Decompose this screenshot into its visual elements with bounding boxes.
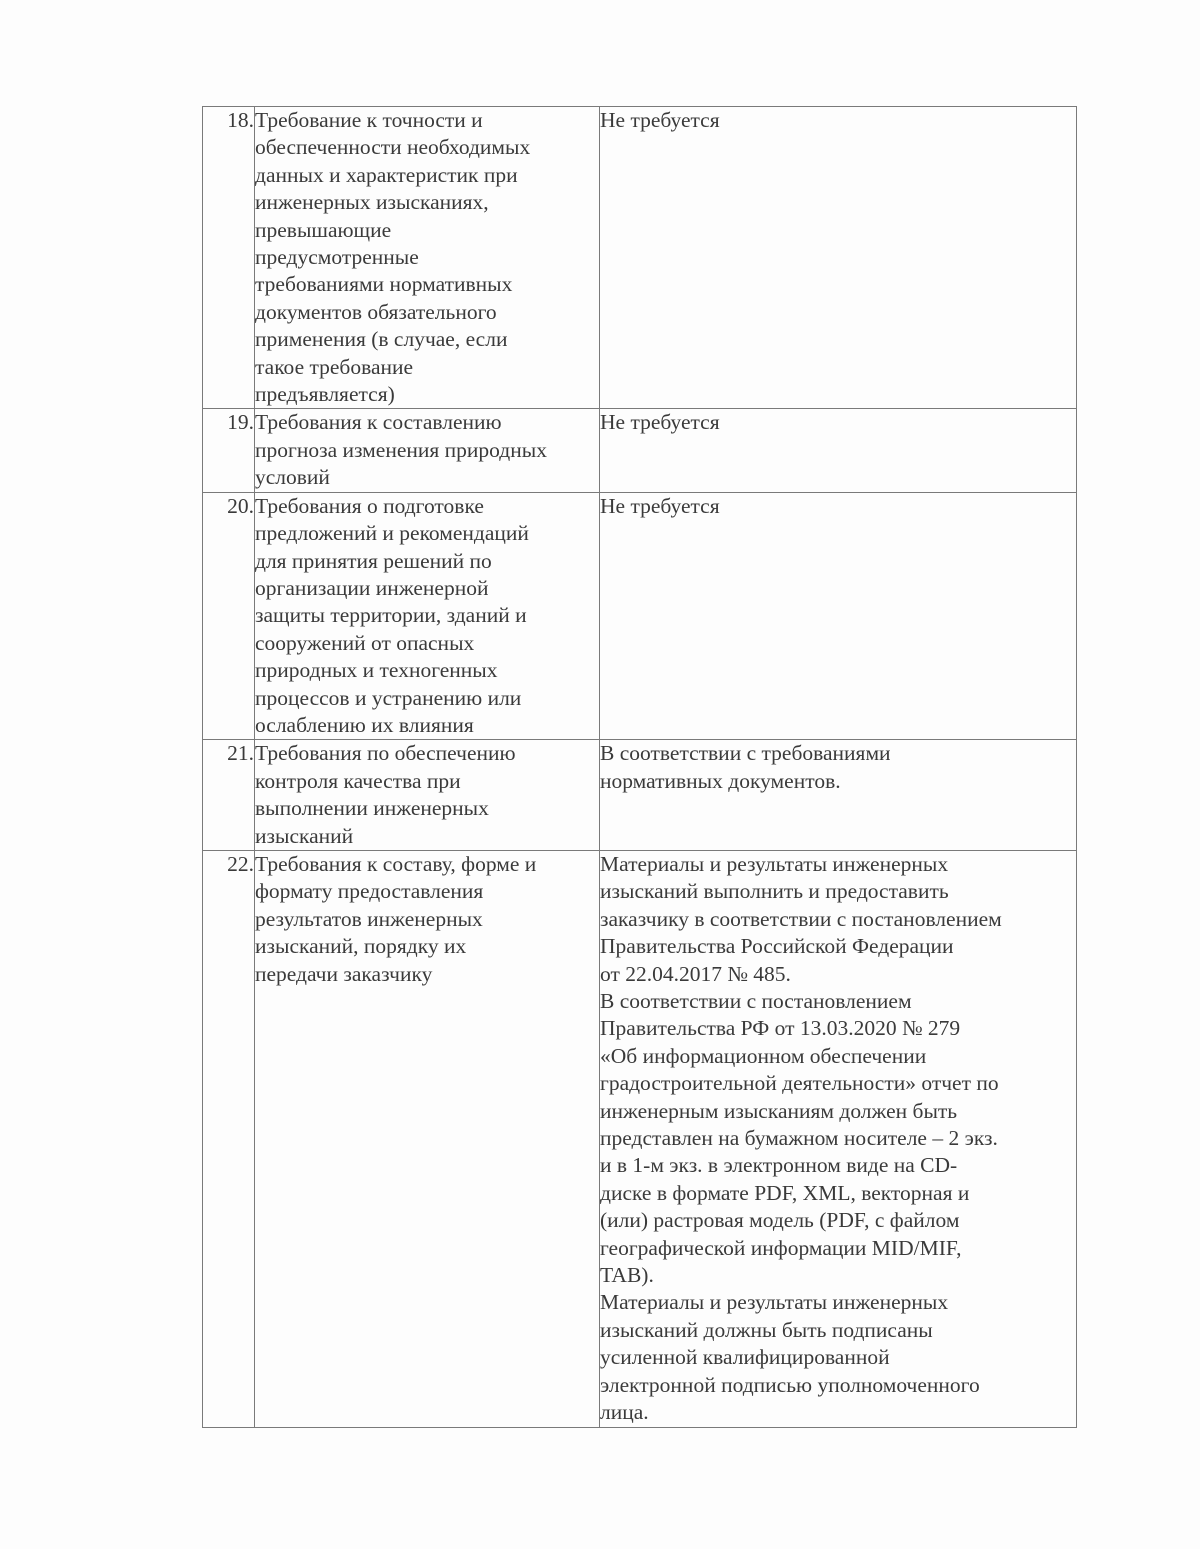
requirement-line: формату предоставления (255, 879, 484, 904)
value-cell (600, 850, 1077, 1427)
requirement-line: защиты территории, зданий и (255, 603, 527, 628)
requirement-line: данных и характеристик при (255, 162, 518, 187)
requirement-line: документов обязательного (255, 299, 497, 324)
value-cell (600, 492, 1077, 740)
value-line: «Об информационном обеспечении (600, 1043, 927, 1068)
value-line: изысканий должны быть подписаны (600, 1317, 933, 1342)
row-number: 19. (203, 409, 255, 492)
value-line: TAB). (600, 1263, 654, 1288)
value-line: инженерным изысканиям должен быть (600, 1098, 958, 1123)
requirement-line: инженерных изысканиях, (255, 190, 489, 215)
value-line: Не требуется (600, 410, 720, 435)
requirement-line: изысканий (255, 823, 354, 848)
requirement-line: применения (в случае, если (255, 327, 508, 352)
value-line: нормативных документов. (600, 768, 841, 793)
requirement-line: такое требование (255, 354, 414, 379)
table-row (203, 107, 1077, 409)
value-line: градостроительной деятельности» отчет по (600, 1071, 999, 1096)
requirement-line: предусмотренные (255, 245, 419, 270)
value-line: географической информации MID/MIF, (600, 1235, 962, 1260)
requirement-line: прогноза изменения природных (255, 437, 547, 462)
value-line: от 22.04.2017 № 485. (600, 961, 791, 986)
requirement-cell (255, 850, 600, 1427)
requirement-line: Требования к составу, форме и (255, 851, 537, 876)
requirement-line: Требования к составлению (255, 410, 502, 435)
requirement-line: сооружений от опасных (255, 630, 475, 655)
requirement-line: природных и техногенных (255, 658, 498, 683)
requirement-line: выполнении инженерных (255, 796, 489, 821)
value-line: лица. (600, 1400, 649, 1425)
requirement-line: контроля качества при (255, 768, 461, 793)
value-line: Правительства РФ от 13.03.2020 № 279 (600, 1016, 961, 1041)
requirement-line: обеспеченности необходимых (255, 135, 531, 160)
requirements-table-body (203, 107, 1077, 1428)
value-line: Правительства Российской Федерации (600, 934, 954, 959)
value-line: и в 1-м экз. в электронном виде на CD- (600, 1153, 958, 1178)
requirement-line: Требования о подготовке (255, 493, 484, 518)
row-number: 20. (203, 492, 255, 740)
requirement-line: требованиями нормативных (255, 272, 513, 297)
requirement-line: организации инженерной (255, 575, 489, 600)
requirements-table (202, 106, 1077, 1428)
requirement-cell (255, 409, 600, 492)
requirement-line: процессов и устранению или (255, 685, 522, 710)
value-line: изысканий выполнить и предоставить (600, 879, 949, 904)
value-cell (600, 409, 1077, 492)
value-line: заказчику в соответствии с постановлением (600, 906, 1002, 931)
value-line: В соответствии с постановлением (600, 989, 912, 1013)
table-row (203, 409, 1077, 492)
table-row (203, 740, 1077, 851)
value-line: электронной подписью уполномоченного (600, 1372, 980, 1397)
requirement-cell (255, 107, 600, 409)
row-number: 18. (203, 107, 255, 409)
value-line: Материалы и результаты инженерных (600, 1290, 949, 1315)
table-row (203, 850, 1077, 1427)
requirement-line: ослаблению их влияния (255, 712, 474, 737)
value-line: (или) растровая модель (PDF, с файлом (600, 1208, 960, 1233)
value-line: усиленной квалифицированной (600, 1345, 890, 1370)
value-line: В соответствии с требованиями (600, 741, 891, 766)
requirement-line: Требования по обеспечению (255, 741, 516, 766)
requirement-line: предъявляется) (255, 382, 395, 407)
value-line: Не требуется (600, 108, 720, 132)
value-line: диске в формате PDF, XML, векторная и (600, 1180, 970, 1205)
value-line: представлен на бумажном носителе – 2 экз. (600, 1126, 998, 1151)
value-line: Не требуется (600, 493, 720, 518)
value-cell (600, 740, 1077, 851)
requirement-cell (255, 492, 600, 740)
requirement-line: изысканий, порядку их (255, 934, 467, 959)
value-cell (600, 107, 1077, 409)
requirement-line: передачи заказчику (255, 961, 433, 986)
table-row (203, 492, 1077, 740)
requirement-line: для принятия решений по (255, 548, 492, 573)
row-number: 22. (203, 850, 255, 1427)
row-number: 21. (203, 740, 255, 851)
requirement-line: превышающие (255, 217, 392, 242)
requirement-line: условий (255, 465, 330, 490)
value-line: Материалы и результаты инженерных (600, 851, 949, 876)
requirement-line: предложений и рекомендаций (255, 521, 529, 546)
requirement-line: результатов инженерных (255, 906, 483, 931)
requirement-line: Требование к точности и (255, 108, 483, 132)
requirement-cell (255, 740, 600, 851)
